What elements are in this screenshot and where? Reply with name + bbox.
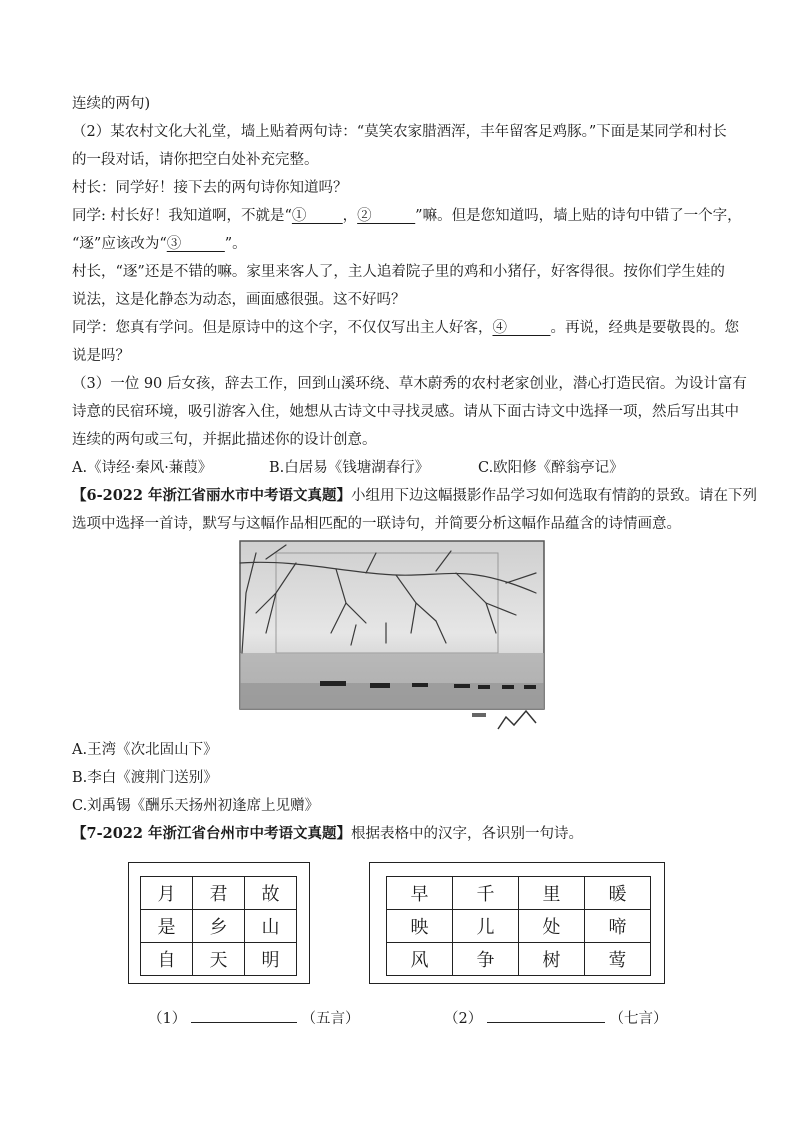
table-cell: 明 (245, 943, 297, 976)
question-source: 【7-2022 年浙江省台州市中考语文真题】 (72, 825, 352, 842)
text-line: 说法，这是化静态为动态，画面感很强。这不好吗？ (72, 292, 406, 308)
text-line: 选项中选择一首诗，默写与这幅作品相匹配的一联诗句，并简要分析这幅作品蕴含的诗情画意。 (72, 516, 681, 532)
photograph (236, 533, 556, 735)
blank-3: ③______ (166, 236, 225, 252)
table-cell: 月 (141, 877, 193, 910)
blank-2: ②______ (357, 208, 416, 224)
question-source: 【6-2022 年浙江省丽水市中考语文真题】 (72, 487, 352, 504)
text-segment: 小组用下边这幅摄影作品学习如何选取有情韵的景致。请在下列 (351, 488, 758, 504)
blank-4: ④______ (492, 320, 551, 336)
table-cell: 争 (453, 943, 519, 976)
answer-line-2 (444, 1008, 667, 1029)
table-cell: 风 (387, 943, 453, 976)
table-cell: 暖 (585, 877, 651, 910)
option-a: A.《诗经·秦风·蒹葭》 (72, 460, 213, 476)
table-cell: 儿 (453, 910, 519, 943)
text-line (72, 824, 583, 844)
table-cell: 天 (193, 943, 245, 976)
text-line: 村长，“逐”还是不错的嘛。家里来客人了，主人追着院子里的鸡和小猪仔，好客得很。按你们学生娃的 (72, 264, 725, 280)
table-cell: 是 (141, 910, 193, 943)
text-line (72, 486, 757, 506)
option-c: C.欧阳修《醉翁亭记》 (478, 460, 624, 476)
text-line: 连续的两句或三句，并据此描述你的设计创意。 (72, 432, 377, 448)
option-b: B.白居易《钱塘湖春行》 (269, 460, 430, 476)
text-line: 连续的两句) (72, 96, 151, 112)
answer-tag: （七言） (609, 1011, 668, 1027)
text-line: 说是吗？ (72, 348, 130, 364)
text-line (72, 206, 742, 226)
answer-line-1 (148, 1008, 359, 1029)
text-segment: ”嘛。但是您知道吗，墙上贴的诗句中错了一个字， (415, 208, 742, 224)
table-cell: 啼 (585, 910, 651, 943)
text-line: 诗意的民宿环境，吸引游客入住，她想从古诗文中寻找灵感。请从下面古诗文中选择一项，然后写出其中 (72, 404, 739, 420)
answer-tag: （五言） (301, 1011, 360, 1027)
table-cell: 早 (387, 877, 453, 910)
table-cell: 君 (193, 877, 245, 910)
answer-number: （1） (148, 1011, 187, 1027)
text-line: 村长：同学好！接下去的两句诗你知道吗？ (72, 180, 348, 196)
option-b: B.李白《渡荆门送别》 (72, 770, 218, 786)
text-segment: 同学: 村长好！我知道啊，不就是“ (72, 208, 292, 224)
table-cell: 里 (519, 877, 585, 910)
answer-blank[interactable] (191, 1008, 297, 1023)
option-c: C.刘禹锡《酬乐天扬州初逢席上见赠》 (72, 798, 320, 814)
text-line: （2）某农村文化大礼堂，墙上贴着两句诗：“莫笑农家腊酒浑，丰年留客足鸡豚。”下面是某同学和村长 (72, 124, 727, 140)
option-a: A.王湾《次北固山下》 (72, 742, 218, 758)
text-line (72, 318, 739, 338)
text-segment: ， (342, 208, 358, 224)
table-cell: 山 (245, 910, 297, 943)
text-line: 的一段对话，请你把空白处补充完整。 (72, 152, 319, 168)
text-segment: 根据表格中的汉字，各识别一句诗。 (351, 826, 584, 842)
table-cell: 处 (519, 910, 585, 943)
table-cell: 映 (387, 910, 453, 943)
answer-number: （2） (444, 1011, 483, 1027)
blank-1: ①_____ (291, 208, 343, 224)
table-cell: 故 (245, 877, 297, 910)
text-line (72, 234, 247, 254)
table-cell: 千 (453, 877, 519, 910)
text-segment: 同学：您真有学问。但是原诗中的这个字，不仅仅写出主人好客， (72, 320, 493, 336)
right-character-table (386, 876, 651, 976)
text-segment: ”。 (224, 236, 247, 252)
answer-blank[interactable] (487, 1008, 605, 1023)
left-character-table (140, 876, 297, 976)
table-cell: 莺 (585, 943, 651, 976)
table-cell: 自 (141, 943, 193, 976)
text-segment: “逐”应该改为“ (72, 236, 167, 252)
table-cell: 乡 (193, 910, 245, 943)
table-cell: 树 (519, 943, 585, 976)
text-segment: 。再说，经典是要敬畏的。您 (550, 320, 739, 336)
text-line: （3）一位 90 后女孩，辞去工作，回到山溪环绕、草木蔚秀的农村老家创业，潜心打造民宿。为设计富有 (72, 376, 747, 392)
